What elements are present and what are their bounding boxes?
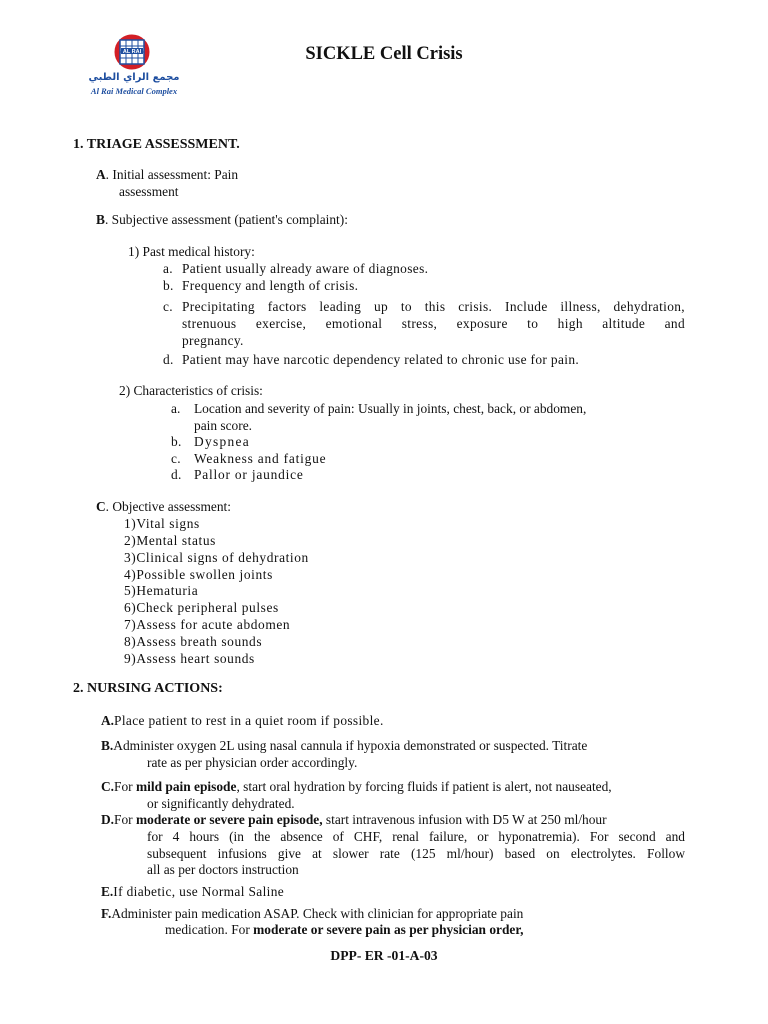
action-d-bold: moderate or severe pain episode, bbox=[135, 812, 323, 827]
action-c bbox=[101, 779, 612, 795]
list-marker: d. bbox=[171, 467, 182, 482]
list-item: 6)Check peripheral pulses bbox=[124, 600, 279, 615]
action-f-text: Administer pain medication ASAP. Check with clinician for appropriate pain bbox=[111, 906, 524, 921]
list-item-line: pain score. bbox=[194, 418, 253, 433]
list-item: 1)Vital signs bbox=[124, 516, 200, 531]
list-item: Location and severity of pain: Usually in joints, chest, back, or abdomen, bbox=[194, 401, 587, 416]
list-item: Pallor or jaundice bbox=[194, 467, 304, 482]
section-heading-triage: 1. TRIAGE ASSESSMENT. bbox=[73, 137, 240, 152]
action-d bbox=[101, 812, 607, 828]
item-1a-text: . Initial assessment: Pain bbox=[105, 167, 239, 182]
list-item: 8)Assess breath sounds bbox=[124, 634, 263, 649]
action-a-text: Place patient to rest in a quiet room if possible. bbox=[114, 713, 384, 728]
list-item: Weakness and fatigue bbox=[194, 451, 327, 466]
list-item-line: pregnancy. bbox=[182, 333, 244, 348]
item-1b-text: . Subjective assessment (patient's complaint): bbox=[104, 212, 348, 227]
list-item: 9)Assess heart sounds bbox=[124, 651, 255, 666]
svg-text:Al Rai Medical Complex: Al Rai Medical Complex bbox=[90, 86, 178, 96]
action-d-post: start intravenous infusion with D5 W at 250 ml/hour bbox=[322, 812, 607, 827]
item-1c-text: . Objective assessment: bbox=[105, 499, 231, 514]
item-1a-marker: A bbox=[96, 167, 106, 182]
action-b-marker: B. bbox=[101, 738, 114, 753]
list-item: 2)Mental status bbox=[124, 533, 216, 548]
action-c-marker: C. bbox=[101, 779, 115, 794]
action-e bbox=[101, 884, 284, 900]
action-d-line2: for 4 hours (in the absence of CHF, renal failure, or hyponatremia). For second and bbox=[147, 829, 685, 844]
list-item: 3)Clinical signs of dehydration bbox=[124, 550, 309, 565]
list-marker: a. bbox=[171, 401, 181, 416]
action-e-marker: E. bbox=[101, 884, 114, 899]
action-c-post: , start oral hydration by forcing fluids if patient is alert, not nauseated, bbox=[236, 779, 612, 794]
list-marker: c. bbox=[163, 299, 173, 314]
action-d-line3: subsequent infusions give at slower rate (125 ml/hour) based on electrolytes. Follow bbox=[147, 846, 685, 861]
logo bbox=[82, 34, 186, 100]
list-item: Frequency and length of crisis. bbox=[182, 278, 359, 293]
action-c-bold: mild pain episode bbox=[135, 779, 237, 794]
item-1b bbox=[96, 212, 348, 228]
action-d-pre: For bbox=[114, 812, 136, 827]
action-c-line2: or significantly dehydrated. bbox=[147, 796, 295, 811]
action-c-pre: For bbox=[114, 779, 136, 794]
list-marker: b. bbox=[163, 278, 174, 293]
al-rai-emblem-icon bbox=[82, 34, 186, 100]
sub-heading-past-history: 1) Past medical history: bbox=[128, 244, 255, 259]
list-marker: a. bbox=[163, 261, 173, 276]
action-f-marker: F. bbox=[101, 906, 112, 921]
action-f bbox=[101, 906, 523, 922]
svg-text:مجمع الراي الطبي: مجمع الراي الطبي bbox=[88, 72, 180, 83]
action-b-text: Administer oxygen 2L using nasal cannula if hypoxia demonstrated or suspected. Titrate bbox=[113, 738, 588, 753]
action-b bbox=[101, 738, 587, 754]
page-title: SICKLE Cell Crisis bbox=[305, 44, 463, 64]
item-1b-marker: B bbox=[96, 212, 105, 227]
action-a-marker: A. bbox=[101, 713, 115, 728]
action-e-text: If diabetic, use Normal Saline bbox=[113, 884, 285, 899]
list-item: Dyspnea bbox=[194, 434, 250, 449]
item-1c-marker: C bbox=[96, 499, 106, 514]
action-d-line4: all as per doctors instruction bbox=[147, 862, 299, 877]
list-item: Patient may have narcotic dependency related to chronic use for pain. bbox=[182, 352, 580, 367]
list-item: Precipitating factors leading up to this crisis. Include illness, dehydration, bbox=[182, 299, 685, 314]
list-item: 4)Possible swollen joints bbox=[124, 567, 273, 582]
item-1a bbox=[96, 167, 238, 183]
action-a bbox=[101, 713, 384, 729]
item-1a-line2: assessment bbox=[119, 184, 179, 199]
sub-heading-characteristics: 2) Characteristics of crisis: bbox=[119, 383, 263, 398]
document-code: DPP- ER -01-A-03 bbox=[330, 948, 438, 963]
action-b-line2: rate as per physician order accordingly. bbox=[147, 755, 358, 770]
list-marker: d. bbox=[163, 352, 174, 367]
list-item: 7)Assess for acute abdomen bbox=[124, 617, 291, 632]
list-item: 5)Hematuria bbox=[124, 583, 199, 598]
svg-text:AL RAI: AL RAI bbox=[122, 49, 142, 55]
section-heading-nursing: 2. NURSING ACTIONS: bbox=[73, 681, 223, 696]
action-d-marker: D. bbox=[101, 812, 115, 827]
list-item-line: strenuous exercise, emotional stress, exposure to high altitude and bbox=[182, 316, 685, 331]
list-marker: b. bbox=[171, 434, 182, 449]
item-1c bbox=[96, 499, 231, 515]
action-f-line2 bbox=[165, 922, 523, 938]
list-marker: c. bbox=[171, 451, 181, 466]
action-f-line2-pre: medication. For bbox=[165, 922, 254, 937]
action-f-line2-bold: moderate or severe pain as per physician order, bbox=[253, 922, 524, 937]
list-item: Patient usually already aware of diagnoses. bbox=[182, 261, 429, 276]
